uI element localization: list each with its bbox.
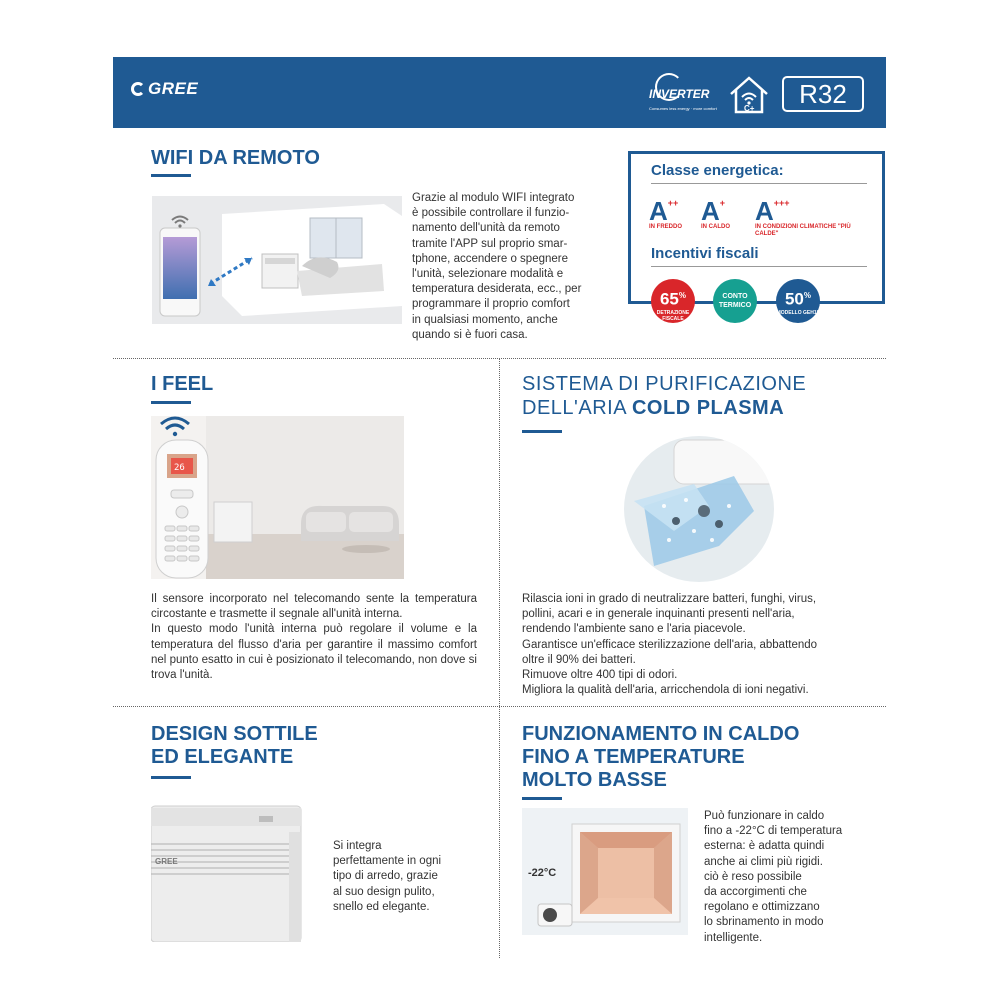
remote-display-value: 26 [174,463,185,473]
energy-divider [651,183,867,184]
plasma-line: Rimuove oltre 400 tipi di odori. [522,669,678,682]
caldo-description [704,809,884,946]
smart-home-label: C+ [744,104,755,113]
badge-50-modello [776,279,820,323]
inverter-subtitle: Consumes less energy · more comfort [649,106,717,111]
badge-value: 50 [784,289,804,309]
design-line: tipo di arredo, grazie [333,870,438,883]
wifi-line: temperatura desiderata, ecc., per [412,283,582,296]
badge-unit: % [803,291,812,300]
column-divider [499,358,500,958]
wifi-line: è possibile controllare il funzio- [412,207,570,220]
wifi-underline [151,174,191,177]
plasma-title-bold: COLD PLASMA [631,397,785,419]
ifeel-description [151,592,477,683]
rating-plus: +++ [773,198,790,208]
design-title-line-1: DESIGN SOTTILE [151,723,318,745]
incentives-divider [651,266,867,267]
caldo-line: da accorgimenti che [704,886,807,899]
caldo-line: esterna: è adatta quindi [704,840,825,853]
ifeel-paragraph-1: Il sensore incorporato nel telecomando sente la temperatura circostante e trasmette il segnale all'unità interna. [151,593,477,621]
ifeel-illustration [151,416,404,579]
plasma-title-light: DELL'ARIA [522,397,632,419]
wifi-line: namento dell'unità da remoto [412,222,560,235]
wifi-description [412,191,602,343]
design-line: perfettamente in ogni [333,855,442,868]
plasma-line: oltre il 90% dei batteri. [522,653,636,666]
badge-value: 65 [659,289,679,309]
wifi-line: tphone, accendere o spegnere [412,252,569,265]
brand-name: GREE [148,79,199,98]
ifeel-title: I FEEL [151,373,214,395]
design-line: al suo design pulito, [333,885,435,898]
rating-plus: ++ [667,198,679,208]
badge-label: DETRAZIONE FISCALE [656,309,690,322]
rating-label: IN CONDIZIONI CLIMATICHE "PIÙ CALDE" [755,224,851,237]
plasma-line: Rilascia ioni in grado di neutralizzare batteri, funghi, virus, [522,593,817,605]
wifi-line: in qualsiasi momento, anche [412,313,558,326]
caldo-line: Può funzionare in caldo [704,810,825,822]
rating-cooling [649,190,699,231]
rating-warmer-climate [755,190,875,238]
plasma-line: pollini, acari e in generale inquinanti presenti nell'aria, [522,608,795,621]
plasma-illustration [624,436,774,582]
rating-label: IN CALDO [701,224,730,230]
caldo-line: intelligente. [704,931,763,944]
plasma-underline [522,430,562,433]
wifi-illustration [152,196,402,324]
wifi-line: quando si è fuori casa. [412,328,528,341]
badge-label: MODELLO GEH18 [776,309,820,316]
caldo-title-line-2: FINO A TEMPERATURE [522,746,745,768]
plasma-line: Garantisce un'efficace sterilizzazione dell'aria, abbattendo [522,638,818,651]
rating-grade: A [755,196,774,226]
ifeel-paragraph-2: In questo modo l'unità interna può regolare il volume e la temperatura del flusso d'aria per garantire il massimo comfort nel punto esatto in cui è posizionato il telecomando, non dove si trova l'unità. [151,623,477,682]
unit-brand-label: GREE [155,857,178,866]
ifeel-underline [151,401,191,404]
rating-label: IN FREDDO [649,224,682,230]
temperature-label: -22°C [528,867,557,879]
plasma-title-line-2 [522,397,784,420]
badge-65-detrazione [651,279,695,323]
design-title-line-2: ED ELEGANTE [151,746,294,768]
caldo-line: ciò è reso possibile [704,870,802,883]
plasma-line: rendendo l'ambiente sano e l'aria piacevole. [522,623,746,636]
caldo-line: fino a -22°C di temperatura [704,825,843,838]
inverter-logo [649,73,717,113]
caldo-line: regolano e ottimizzano [704,901,820,914]
rating-heating [701,190,751,231]
badge-unit: % [678,291,687,300]
rating-grade: A [649,196,668,226]
design-description [333,839,483,915]
design-underline [151,776,191,779]
design-line: snello ed elegante. [333,900,430,913]
rating-plus: + [719,198,726,208]
smart-home-wifi-icon [727,72,771,116]
design-unit-image [151,802,309,942]
energy-class-title: Classe energetica: [651,162,784,179]
wifi-title: WIFI DA REMOTO [151,147,320,169]
wifi-line: programmare il proprio comfort [412,298,570,311]
incentives-title: Incentivi fiscali [651,245,759,262]
section-divider [113,706,886,707]
wifi-line: l'unità, selezionare modalità e [412,268,564,281]
inverter-label: INVERTER [649,87,710,101]
design-line: Si integra [333,840,382,852]
caldo-title-line-3: MOLTO BASSE [522,769,667,791]
caldo-title-line-1: FUNZIONAMENTO IN CALDO [522,723,800,745]
gree-swirl-icon [131,82,145,96]
rating-grade: A [701,196,720,226]
caldo-underline [522,797,562,800]
plasma-line: Migliora la qualità dell'aria, arricchendola di ioni negativi. [522,684,809,697]
r32-refrigerant-badge: R32 [782,76,864,112]
plasma-title-line-1: SISTEMA DI PURIFICAZIONE [522,373,807,395]
badge-conto-termico [713,279,757,323]
plasma-description [522,592,874,698]
header-banner [113,57,886,128]
energy-class-box [628,151,885,322]
wifi-line: Grazie al modulo WIFI integrato [412,192,575,204]
caldo-line: anche ai climi più rigidi. [704,855,823,868]
wifi-line: tramite l'APP sul proprio smar- [412,237,568,250]
gree-logo [131,79,198,99]
caldo-line: lo sbrinamento in modo [704,916,824,929]
caldo-illustration [522,808,688,935]
badge-label: CONTO TERMICO [718,293,752,309]
